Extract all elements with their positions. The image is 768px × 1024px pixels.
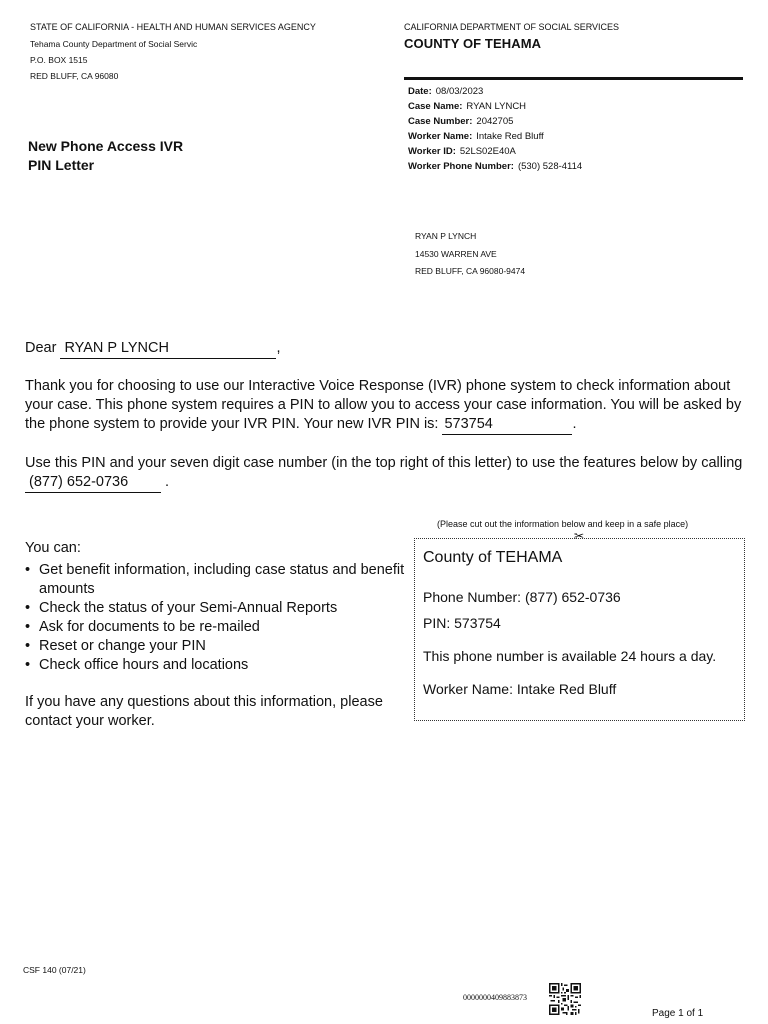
- case-date-label: Date:: [408, 86, 432, 97]
- office-po-box: P.O. BOX 1515: [30, 55, 88, 65]
- county-name: COUNTY OF TEHAMA: [404, 36, 542, 51]
- card-county: [423, 549, 562, 567]
- case-number-label: Case Number:: [408, 116, 473, 127]
- recipient-city: RED BLUFF, CA 96080-9474: [415, 266, 526, 276]
- letter-title-line2: PIN Letter: [28, 157, 95, 173]
- card-worker: [423, 681, 616, 697]
- recipient-street: 14530 WARREN AVE: [415, 248, 497, 259]
- cutout-card: [414, 538, 745, 721]
- department-block: [404, 22, 619, 51]
- office-name: Tehama County Department of Social Servic: [30, 39, 198, 49]
- barcode-number: 0000000409883873: [463, 993, 527, 1002]
- case-name-label: Case Name:: [408, 101, 463, 112]
- list-item: • Reset or change your PIN: [25, 637, 405, 656]
- card-worker-label: Worker Name:: [423, 681, 513, 697]
- card-phone: [423, 589, 621, 605]
- card-pin-value: 573754: [454, 615, 501, 631]
- sender-block: [30, 22, 316, 84]
- case-name-value: RYAN LYNCH: [466, 101, 527, 112]
- salutation-dear: Dear: [25, 340, 57, 356]
- letter-title-line1: New Phone Access IVR: [28, 138, 184, 154]
- header-divider: [404, 77, 743, 80]
- recipient-address: [415, 228, 525, 281]
- qr-code-icon: [549, 983, 581, 1015]
- worker-id-label: Worker ID:: [408, 146, 456, 157]
- contact-paragraph: If you have any questions about this information, please contact your worker.: [25, 694, 383, 729]
- card-county-value: TEHAMA: [495, 549, 563, 566]
- card-availability: This phone number is available 24 hours a day.: [423, 648, 717, 664]
- worker-phone-label: Worker Phone Number:: [408, 161, 514, 172]
- ivr-pin: 573754: [442, 415, 572, 435]
- office-city: RED BLUFF, CA 96080: [30, 71, 119, 81]
- recipient-name: RYAN P LYNCH: [415, 231, 477, 241]
- cutout-instruction: (Please cut out the information below and keep in a safe place): [437, 519, 689, 529]
- worker-phone-row: [408, 159, 582, 174]
- salutation-comma: ,: [276, 340, 281, 356]
- worker-name-value: Intake Red Bluff: [476, 131, 544, 142]
- salutation: [25, 339, 280, 359]
- department-name: CALIFORNIA DEPARTMENT OF SOCIAL SERVICES: [404, 22, 620, 32]
- case-info: [408, 84, 582, 174]
- case-name-row: [408, 99, 582, 114]
- letter-title: [28, 137, 183, 175]
- intro-period: .: [572, 416, 577, 432]
- worker-phone-value: (530) 528-4114: [517, 161, 583, 172]
- features-heading: You can:: [25, 540, 81, 556]
- features-section: [25, 539, 405, 675]
- card-pin-label: PIN:: [423, 615, 451, 631]
- worker-name-row: [408, 129, 582, 144]
- ivr-phone-number: (877) 652-0736: [25, 473, 161, 493]
- page-number: Page 1 of 1: [652, 1008, 704, 1019]
- intro-paragraph: [25, 377, 750, 435]
- list-item: • Ask for documents to be re-mailed: [25, 618, 405, 637]
- card-phone-label: Phone Number:: [423, 589, 522, 605]
- worker-id-value: 52LS02E40A: [459, 146, 516, 157]
- features-list: [25, 561, 405, 675]
- agency-name: STATE OF CALIFORNIA - HEALTH AND HUMAN SERVICES AGENCY: [30, 22, 316, 32]
- case-number-row: [408, 114, 582, 129]
- usage-period: .: [165, 474, 170, 490]
- scissors-icon: ✂: [574, 529, 585, 543]
- case-number-value: 2042705: [476, 116, 514, 127]
- usage-paragraph: [25, 454, 750, 493]
- salutation-name: RYAN P LYNCH: [60, 339, 276, 359]
- worker-id-row: [408, 144, 582, 159]
- intro-text: Thank you for choosing to use our Interactive Voice Response (IVR) phone system to check information about your case. This phone system requires a PIN to allow you to access your case information. You will be asked by the phone system to provide your IVR PIN. Your new IVR PIN is:: [25, 378, 742, 432]
- card-worker-value: Intake Red Bluff: [516, 681, 617, 697]
- card-phone-value: (877) 652-0736: [524, 589, 621, 605]
- case-date-value: 08/03/2023: [435, 86, 484, 97]
- card-county-label: County of: [423, 549, 492, 566]
- case-date-row: [408, 84, 582, 99]
- worker-name-label: Worker Name:: [408, 131, 473, 142]
- list-item: • Check office hours and locations: [25, 656, 405, 675]
- list-item: • Get benefit information, including case status and benefit amounts: [25, 561, 405, 599]
- list-item: • Check the status of your Semi-Annual Reports: [25, 599, 405, 618]
- form-number: CSF 140 (07/21): [23, 965, 86, 975]
- usage-text: Use this PIN and your seven digit case number (in the top right of this letter) to use the features below by calling: [25, 455, 743, 471]
- card-pin: [423, 615, 501, 631]
